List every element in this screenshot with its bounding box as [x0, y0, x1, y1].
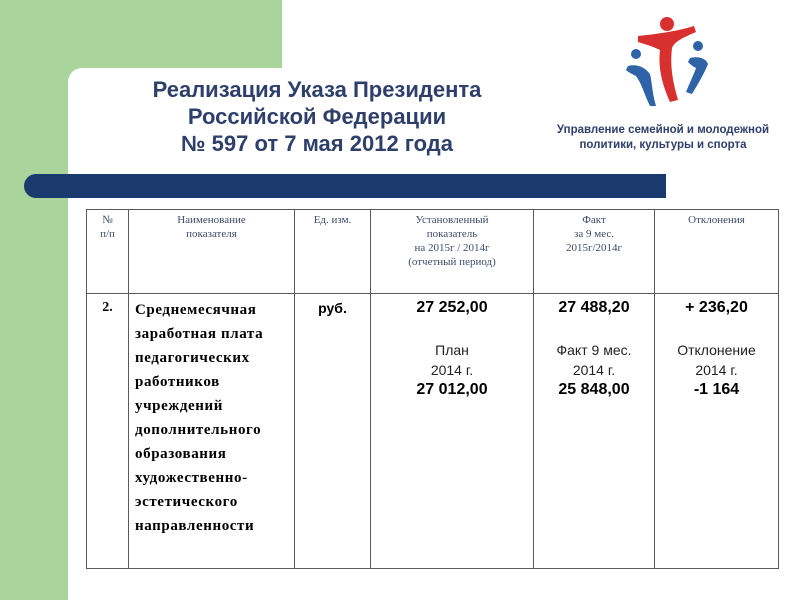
row-unit: руб. — [295, 294, 371, 569]
org-line: Управление семейной и молодежной — [556, 124, 770, 136]
header-set-value: Установленный показатель на 2015г / 2014г (отчетный период) — [371, 210, 534, 294]
title-line: Реализация Указа Президента — [152, 77, 482, 102]
logo-icon — [616, 14, 716, 114]
page-title — [92, 76, 542, 157]
row-fact: 27 488,20 Факт 9 мес. 2014 г. 25 848,00 — [534, 294, 655, 569]
row-deviation: + 236,20 Отклонение 2014 г. -1 164 — [655, 294, 779, 569]
divider-bar — [24, 174, 666, 198]
organization-name — [528, 123, 798, 153]
org-line: политики, культуры и спорта — [579, 139, 747, 151]
header-num: № п/п — [87, 210, 129, 294]
title-line: Российской Федерации — [187, 104, 447, 129]
row-name: Среднемесячная заработная плата педагогических работников учреждений дополнительного образования художественно- эстетического направленности — [129, 294, 295, 569]
title-line: № 597 от 7 мая 2012 года — [180, 131, 454, 156]
row-number: 2. — [87, 294, 129, 569]
header-unit: Ед. изм. — [295, 210, 371, 294]
table-header-row — [87, 210, 779, 294]
header-fact: Факт за 9 мес. 2015г/2014г — [534, 210, 655, 294]
header-name: Наименование показателя — [129, 210, 295, 294]
indicator-table — [86, 209, 779, 569]
table-row — [87, 294, 779, 569]
header-deviation: Отклонения — [655, 210, 779, 294]
row-set-value: 27 252,00 План 2014 г. 27 012,00 — [371, 294, 534, 569]
